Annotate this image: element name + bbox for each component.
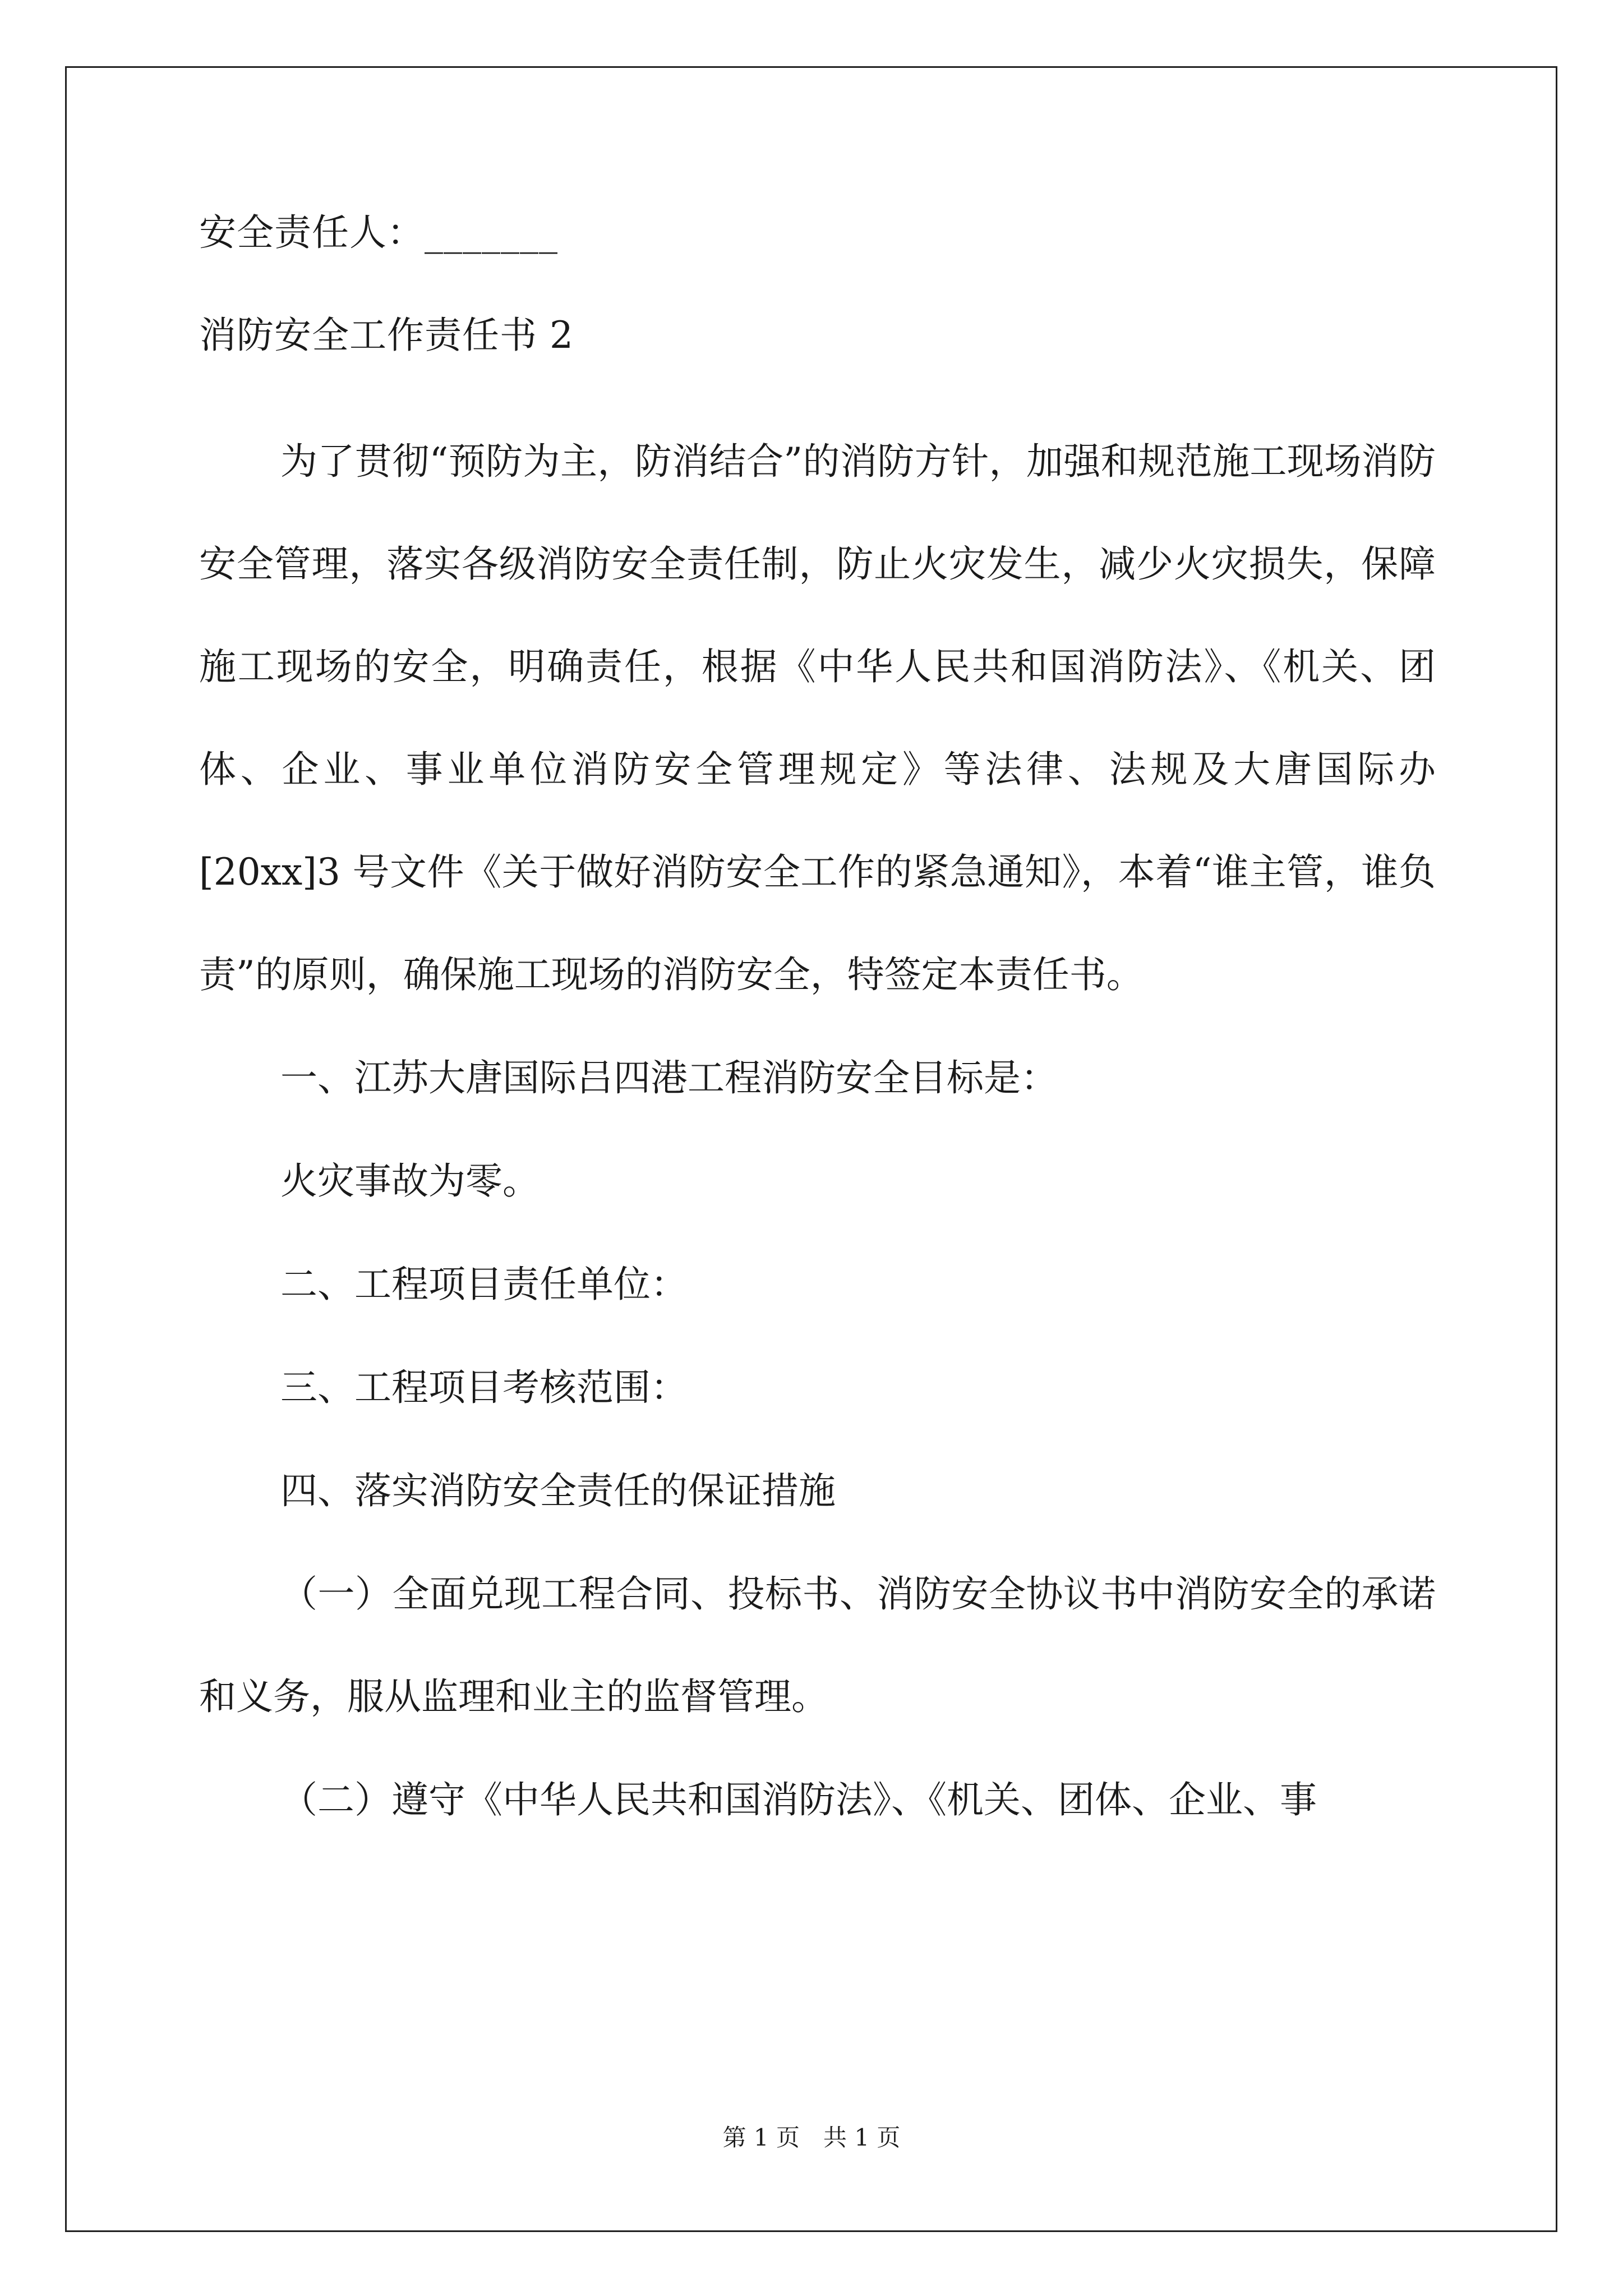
section-one-goal: 火灾事故为零。 <box>280 1159 540 1203</box>
section-one-heading: 一、江苏大唐国际吕四港工程消防安全目标是： <box>280 1056 1058 1099</box>
section-two-heading: 二、工程项目责任单位： <box>280 1263 688 1306</box>
section-four-heading: 四、落实消防安全责任的保证措施 <box>280 1469 836 1512</box>
measure-two-paragraph: （二）遵守《中华人民共和国消防法》、《机关、团体、企业、事 <box>280 1778 1317 1821</box>
section-three-heading: 三、工程项目考核范围： <box>280 1366 688 1409</box>
measure-one-paragraph: （一）全面兑现工程合同、投标书、消防安全协议书中消防安全的承诺和义务，服从监理和业主的监督管理。 <box>199 1572 1436 1718</box>
document-title: 消防安全工作责任书 2 <box>199 314 574 357</box>
intro-paragraph: 为了贯彻“预防为主，防消结合”的消防方针，加强和规范施工现场消防安全管理，落实各级消防安全责任制，防止火灾发生，减少火灾损失，保障施工现场的安全，明确责任，根据《中华人民共和国消防法》、《机关、团体、企业、事业单位消防安全管理规定》等法律、法规及大唐国际办[20xx]3 号文件《关于做好消防安全工作的紧急通知》，本着“谁主管，谁负责”的原则，确保施工现场的消防安全，特签定本责任书。 <box>199 440 1436 996</box>
responsible-person-line: 安全责任人：_______ <box>199 211 558 254</box>
page-footer: 第 1 页 共 1 页 <box>722 2124 901 2151</box>
document-body <box>199 208 1436 1878</box>
